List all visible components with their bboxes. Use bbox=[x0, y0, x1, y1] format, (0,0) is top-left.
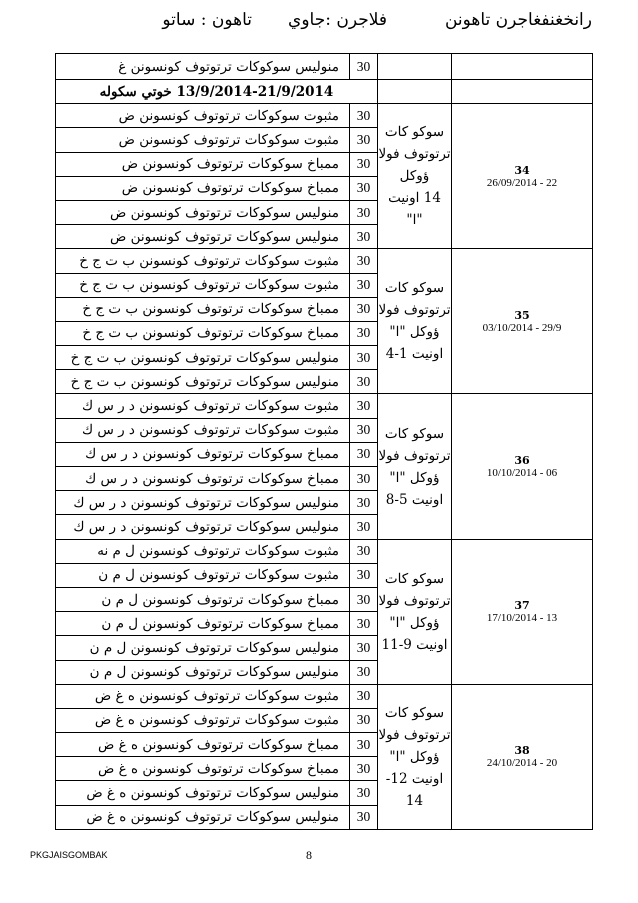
minutes-cell: 30 bbox=[350, 563, 378, 587]
topic-line: اونيت 9-11 bbox=[381, 636, 448, 653]
page-header bbox=[56, 10, 592, 36]
week-number: 36 bbox=[514, 454, 530, 467]
topic-cell bbox=[378, 104, 452, 249]
minutes-cell: 30 bbox=[350, 54, 378, 80]
minutes-cell: 30 bbox=[350, 612, 378, 636]
header-year: تاهون : ساتو bbox=[162, 10, 252, 30]
minutes-cell: 30 bbox=[350, 104, 378, 128]
activity-cell: ممباخ سوكوكات ترتوتوف كونسونن د ر س ك bbox=[56, 467, 350, 491]
minutes-cell: 30 bbox=[350, 200, 378, 224]
week-dates: 13 - 17/10/2014 bbox=[486, 612, 558, 625]
activity-cell: ممباخ سوكوكات ترتوتوف كونسونن د ر س ك bbox=[56, 442, 350, 466]
activity-cell: مثبوت سوكوكات ترتوتوف كونسونن ض bbox=[56, 104, 350, 128]
minutes-cell: 30 bbox=[350, 321, 378, 345]
activity-cell: منوليس سوكوكات ترتوتوف كونسونن ب ت ج خ bbox=[56, 370, 350, 394]
topic-line: ؤوكل "ا" bbox=[389, 324, 440, 341]
week-cell bbox=[452, 394, 593, 539]
header-subject-title: رانخغنفغاجرن تاهونن bbox=[444, 10, 592, 30]
footer-org: PKGJAISGOMBAK bbox=[30, 850, 108, 860]
page-number: 8 bbox=[306, 848, 312, 862]
week-cell bbox=[452, 249, 593, 394]
minutes-cell: 30 bbox=[350, 660, 378, 684]
week-cell bbox=[452, 684, 593, 829]
activity-cell: منوليس سوكوكات ترتوتوف كونسونن ض bbox=[56, 200, 350, 224]
activity-cell: ممباخ سوكوكات ترتوتوف كونسونن ل م ن bbox=[56, 587, 350, 611]
topic-line: سوكو كات bbox=[384, 570, 445, 587]
week-dates: 20 - 24/10/2014 bbox=[486, 757, 558, 770]
activity-cell: مثبوت سوكوكات ترتوتوف كونسونن ل م نه bbox=[56, 539, 350, 563]
table-row bbox=[56, 684, 593, 708]
topic-line: ؤوكل "ا" bbox=[389, 469, 440, 486]
topic-cell bbox=[378, 684, 452, 829]
minutes-cell: 30 bbox=[350, 467, 378, 491]
minutes-cell: 30 bbox=[350, 418, 378, 442]
table-row bbox=[56, 54, 593, 80]
topic-line: اونيت 1-4 bbox=[385, 346, 444, 363]
topic-cell bbox=[378, 249, 452, 394]
week-dates: 22 - 26/09/2014 bbox=[486, 176, 558, 189]
week-number: 38 bbox=[514, 744, 530, 758]
topic-cell bbox=[378, 539, 452, 684]
week-cell bbox=[452, 104, 593, 249]
topic-line: ترتوتوف فولا bbox=[378, 447, 451, 464]
activity-cell: مثبوت سوكوكات ترتوتوف كونسونن ب ت ج خ bbox=[56, 273, 350, 297]
topic-cell bbox=[378, 394, 452, 539]
activity-cell: مثبوت سوكوكات ترتوتوف كونسونن ل م ن bbox=[56, 563, 350, 587]
table-row bbox=[56, 539, 593, 563]
minutes-cell: 30 bbox=[350, 515, 378, 539]
activity-cell: ممباخ سوكوكات ترتوتوف كونسونن ل م ن bbox=[56, 612, 350, 636]
minutes-cell: 30 bbox=[350, 708, 378, 732]
topic-line: سوكو كات bbox=[384, 280, 445, 297]
activity-cell: منوليس سوكوكات ترتوتوف كونسونن ب ت ج خ bbox=[56, 346, 350, 370]
activity-cell: مثبوت سوكوكات ترتوتوف كونسونن ض bbox=[56, 128, 350, 152]
minutes-cell: 30 bbox=[350, 297, 378, 321]
header-subject: فلاجرن :جاوي bbox=[288, 10, 387, 30]
topic-line: 14 اونيت "ا" bbox=[388, 190, 441, 229]
minutes-cell: 30 bbox=[350, 273, 378, 297]
minutes-cell: 30 bbox=[350, 176, 378, 200]
activity-cell: مثبوت سوكوكات ترتوتوف كونسونن ب ت ج خ bbox=[56, 249, 350, 273]
minutes-cell: 30 bbox=[350, 225, 378, 249]
holiday-label: 13/9/2014-21/9/2014 خوتي سكوله bbox=[56, 80, 378, 104]
week-number: 37 bbox=[514, 599, 530, 613]
topic-line: اونيت 5-8 bbox=[385, 491, 444, 508]
week-number: 35 bbox=[514, 308, 530, 322]
table-row bbox=[56, 394, 593, 418]
week-dates: 06 - 10/10/2014 bbox=[486, 467, 558, 479]
empty-week-cell bbox=[452, 80, 593, 104]
topic-line: ترتوتوف فولا bbox=[378, 592, 451, 609]
minutes-cell: 30 bbox=[350, 152, 378, 176]
topic-line: سوكو كات bbox=[384, 124, 445, 141]
activity-cell: منوليس سوكوكات ترتوتوف كونسونن غ bbox=[56, 54, 350, 80]
topic-line: ؤوكل "ا" bbox=[389, 614, 440, 631]
minutes-cell: 30 bbox=[350, 636, 378, 660]
activity-cell: منوليس سوكوكات ترتوتوف كونسونن ه غ ض bbox=[56, 805, 350, 829]
minutes-cell: 30 bbox=[350, 249, 378, 273]
activity-cell: منوليس سوكوكات ترتوتوف كونسونن ل م ن bbox=[56, 660, 350, 684]
minutes-cell: 30 bbox=[350, 442, 378, 466]
activity-cell: ممباخ سوكوكات ترتوتوف كونسونن ض bbox=[56, 152, 350, 176]
table-row bbox=[56, 104, 593, 128]
week-number: 34 bbox=[514, 163, 530, 177]
minutes-cell: 30 bbox=[350, 684, 378, 708]
empty-title-cell bbox=[378, 54, 452, 80]
activity-cell: ممباخ سوكوكات ترتوتوف كونسونن ه غ ض bbox=[56, 733, 350, 757]
topic-line: ترتوتوف فولا bbox=[378, 146, 451, 163]
week-dates: 29/9 - 03/10/2014 bbox=[482, 321, 562, 334]
minutes-cell: 30 bbox=[350, 346, 378, 370]
activity-cell: مثبوت سوكوكات ترتوتوف كونسونن د ر س ك bbox=[56, 418, 350, 442]
topic-line: ؤوكل bbox=[399, 168, 430, 185]
activity-cell: ممباخ سوكوكات ترتوتوف كونسونن ب ت ج خ bbox=[56, 297, 350, 321]
activity-cell: مثبوت سوكوكات ترتوتوف كونسونن ه غ ض bbox=[56, 708, 350, 732]
activity-cell: ممباخ سوكوكات ترتوتوف كونسونن ب ت ج خ bbox=[56, 321, 350, 345]
week-cell bbox=[452, 539, 593, 684]
holiday-row bbox=[56, 80, 593, 104]
activity-cell: منوليس سوكوكات ترتوتوف كونسونن ض bbox=[56, 225, 350, 249]
topic-line: ترتوتوف فولا bbox=[378, 726, 451, 743]
minutes-cell: 30 bbox=[350, 757, 378, 781]
minutes-cell: 30 bbox=[350, 781, 378, 805]
activity-cell: ممباخ سوكوكات ترتوتوف كونسونن ض bbox=[56, 176, 350, 200]
minutes-cell: 30 bbox=[350, 733, 378, 757]
minutes-cell: 30 bbox=[350, 587, 378, 611]
activity-cell: مثبوت سوكوكات ترتوتوف كونسونن د ر س ك bbox=[56, 394, 350, 418]
minutes-cell: 30 bbox=[350, 539, 378, 563]
table-row bbox=[56, 249, 593, 273]
minutes-cell: 30 bbox=[350, 491, 378, 515]
activity-cell: منوليس سوكوكات ترتوتوف كونسونن ل م ن bbox=[56, 636, 350, 660]
activity-cell: منوليس سوكوكات ترتوتوف كونسونن د ر س ك bbox=[56, 491, 350, 515]
activity-cell: ممباخ سوكوكات ترتوتوف كونسونن ه غ ض bbox=[56, 757, 350, 781]
schedule-table bbox=[55, 53, 593, 830]
minutes-cell: 30 bbox=[350, 370, 378, 394]
activity-cell: منوليس سوكوكات ترتوتوف كونسونن د ر س ك bbox=[56, 515, 350, 539]
topic-line: ؤوكل "ا" bbox=[389, 748, 440, 765]
empty-title-cell bbox=[378, 80, 452, 104]
topic-line: ترتوتوف فولا bbox=[378, 302, 451, 319]
activity-cell: مثبوت سوكوكات ترتوتوف كونسونن ه غ ض bbox=[56, 684, 350, 708]
minutes-cell: 30 bbox=[350, 805, 378, 829]
topic-line: سوكو كات bbox=[384, 704, 445, 721]
empty-week-cell bbox=[452, 54, 593, 80]
activity-cell: منوليس سوكوكات ترتوتوف كونسونن ه غ ض bbox=[56, 781, 350, 805]
topic-line: اونيت 12-14 bbox=[385, 770, 444, 809]
minutes-cell: 30 bbox=[350, 128, 378, 152]
topic-line: سوكو كات bbox=[384, 425, 445, 442]
minutes-cell: 30 bbox=[350, 394, 378, 418]
